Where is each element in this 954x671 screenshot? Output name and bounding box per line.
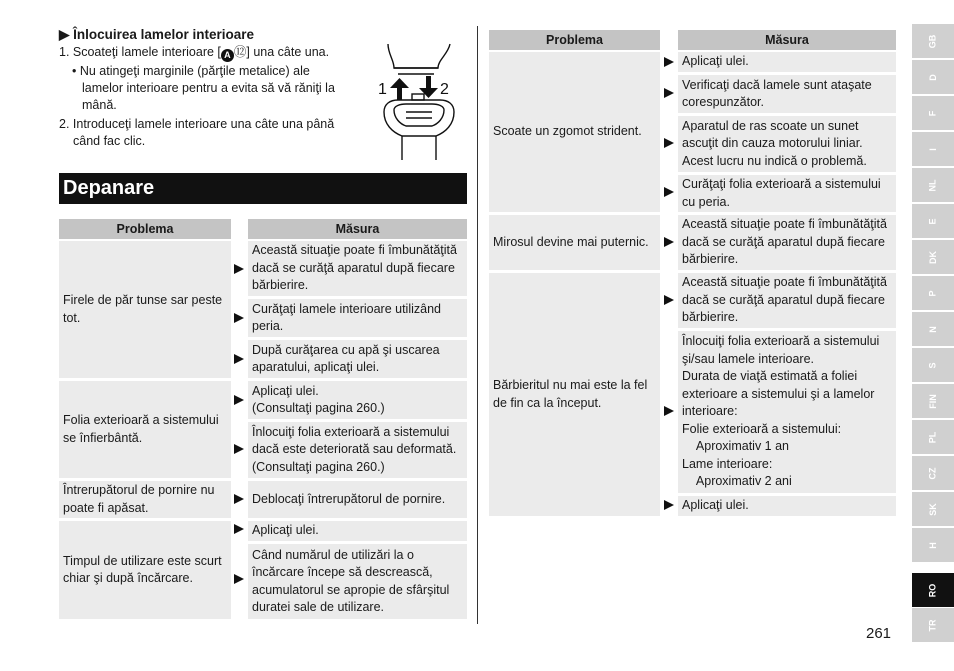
page-number: 261 [866,625,892,642]
language-tab-label: H [927,541,938,549]
left-row-3-action-1: Deblocaţi întrerupătorul de pornire. [248,481,467,518]
language-tab-label: DK [927,250,938,264]
language-tab-fin[interactable] [912,384,954,418]
bullet-line-3: mână. [82,98,117,112]
language-tab-label: FIN [927,393,938,409]
left-row-4-action-1: Aplicaţi ulei. [248,521,467,541]
language-tab-ro[interactable] [912,573,954,607]
left-table-header-action: Măsura [248,219,467,239]
right-table-header-problem: Problema [489,30,660,50]
language-tab-p[interactable] [912,276,954,310]
step-2-line-2: când fac clic. [73,134,146,148]
language-tab-cz[interactable] [912,456,954,490]
right-row-3-action-2: Înlocuiţi folia exterioară a sistemului şi/sau lamele interioare. Durata de viaţă estimată a foliei exterioare a sistemului şi a lamelor interioare: Folie exterioară a sistemului: Aproximativ 1 an Lame interioare: Aproximativ 2 ani [678,331,896,493]
section-title: Înlocuirea lamelor interioare [73,27,254,42]
left-row-4-problem: Timpul de utilizare este scurt chiar şi după încărcare. [59,521,231,619]
arrow-icon [664,187,674,197]
right-row-2-problem: Mirosul devine mai puternic. [489,215,660,270]
language-tab-h[interactable] [912,528,954,562]
column-divider [477,26,478,624]
arrow-icon [664,57,674,67]
step-1 [59,44,329,62]
right-row-1-action-2: Verificaţi dacă lamele sunt ataşate corespunzător. [678,75,896,113]
ref-letter-icon: A [221,49,234,62]
language-tab-d[interactable] [912,60,954,94]
arrow-icon [234,354,244,364]
language-tab-e[interactable] [912,204,954,238]
language-tab-s[interactable] [912,348,954,382]
arrow-icon [664,500,674,510]
language-tab-label: P [927,289,938,297]
language-tab-n[interactable] [912,312,954,346]
arrow-icon [664,88,674,98]
language-tab-label: I [927,147,938,151]
right-row-1-action-4: Curăţaţi folia exterioară a sistemului cu peria. [678,175,896,212]
arrow-icon [234,494,244,504]
language-tab-label: SK [927,502,938,516]
arrow-icon [234,524,244,534]
figure-label-2: 2 [440,81,449,98]
left-row-1-problem: Firele de păr tunse sar peste tot. [59,241,231,378]
left-row-2-action-2: Înlocuiţi folia exterioară a sistemului dacă este deteriorată sau deformată. (Consultaţi pagina 260.) [248,422,467,478]
right-row-1-action-1: Aplicaţi ulei. [678,52,896,72]
left-row-2-problem: Folia exterioară a sistemului se înfierbântă. [59,381,231,478]
language-tab-label: D [927,73,938,81]
language-tab-label: CZ [927,467,938,479]
arrow-icon [664,237,674,247]
left-table-header-problem: Problema [59,219,231,239]
left-row-1-action-1: Această situaţie poate fi îmbunătăţită dacă se curăţă aparatul după fiecare bărbierire. [248,241,467,296]
language-tab-gb[interactable] [912,24,954,58]
step-1-end: ] una câte una. [246,45,330,59]
left-row-1-action-2: Curăţaţi lamele interioare utilizând peria. [248,299,467,337]
arrow-icon [234,574,244,584]
language-tab-label: S [927,361,938,369]
step-2-line-1: 2. Introduceţi lamele interioare una câte una până [59,117,335,131]
language-tab-dk[interactable] [912,240,954,274]
figure-label-1: 1 [378,81,387,98]
left-row-3-problem: Întrerupătorul de pornire nu poate fi apăsat. [59,481,231,518]
ref-number: ⑫ [233,45,247,59]
right-row-3-action-1: Această situaţie poate fi îmbunătăţită dacă se curăţă aparatul după fiecare bărbierire. [678,273,896,328]
troubleshooting-banner: Depanare [59,173,467,204]
arrow-icon [664,295,674,305]
right-row-3-problem: Bărbieritul nu mai este la fel de fin ca la început. [489,273,660,516]
right-row-1-action-3: Aparatul de ras scoate un sunet ascuţit din cauza motorului liniar. Acest lucru nu indică o problemă. [678,116,896,172]
language-tab-nl[interactable] [912,168,954,202]
language-tab-label: RO [927,583,938,597]
bullet-line-2: lamelor interioare pentru a evita să vă răniţi la [82,81,335,95]
arrow-icon [234,395,244,405]
arrow-icon [664,138,674,148]
language-tab-sk[interactable] [912,492,954,526]
right-row-3-action-3: Aplicaţi ulei. [678,496,896,516]
right-row-1-problem: Scoate un zgomot strident. [489,52,660,212]
step-1-text: 1. Scoateţi lamele interioare [ [59,45,221,59]
shaver-illustration [376,40,462,162]
left-row-1-action-3: După curăţarea cu apă şi uscarea aparatului, aplicaţi ulei. [248,340,467,378]
arrow-icon [234,444,244,454]
right-table-header-action: Măsura [678,30,896,50]
language-tab-label: N [927,325,938,333]
arrow-icon [664,406,674,416]
language-tab-label: E [927,217,938,225]
language-tab-label: NL [927,179,938,191]
language-tab-label: F [927,110,938,116]
left-row-4-action-2: Când numărul de utilizări la o încărcare începe să descrească, acumulatorul se apropie de sfârşitul duratei sale de utilizare. [248,544,467,619]
language-tab-f[interactable] [912,96,954,130]
language-tab-i[interactable] [912,132,954,166]
language-tab-label: TR [927,619,938,631]
play-arrow-icon: ▶ [59,27,70,42]
section-heading [59,26,254,43]
language-tab-tr[interactable] [912,608,954,642]
language-tab-pl[interactable] [912,420,954,454]
language-tab-label: PL [927,431,938,443]
right-row-2-action-1: Această situaţie poate fi îmbunătăţită dacă se curăţă aparatul după fiecare bărbierire. [678,215,896,270]
bullet-line-1: • Nu atingeţi marginile (părţile metalice) ale [72,64,310,78]
language-tab-label: GB [927,34,938,48]
left-row-2-action-1: Aplicaţi ulei. (Consultaţi pagina 260.) [248,381,467,419]
arrow-icon [234,264,244,274]
arrow-icon [234,313,244,323]
